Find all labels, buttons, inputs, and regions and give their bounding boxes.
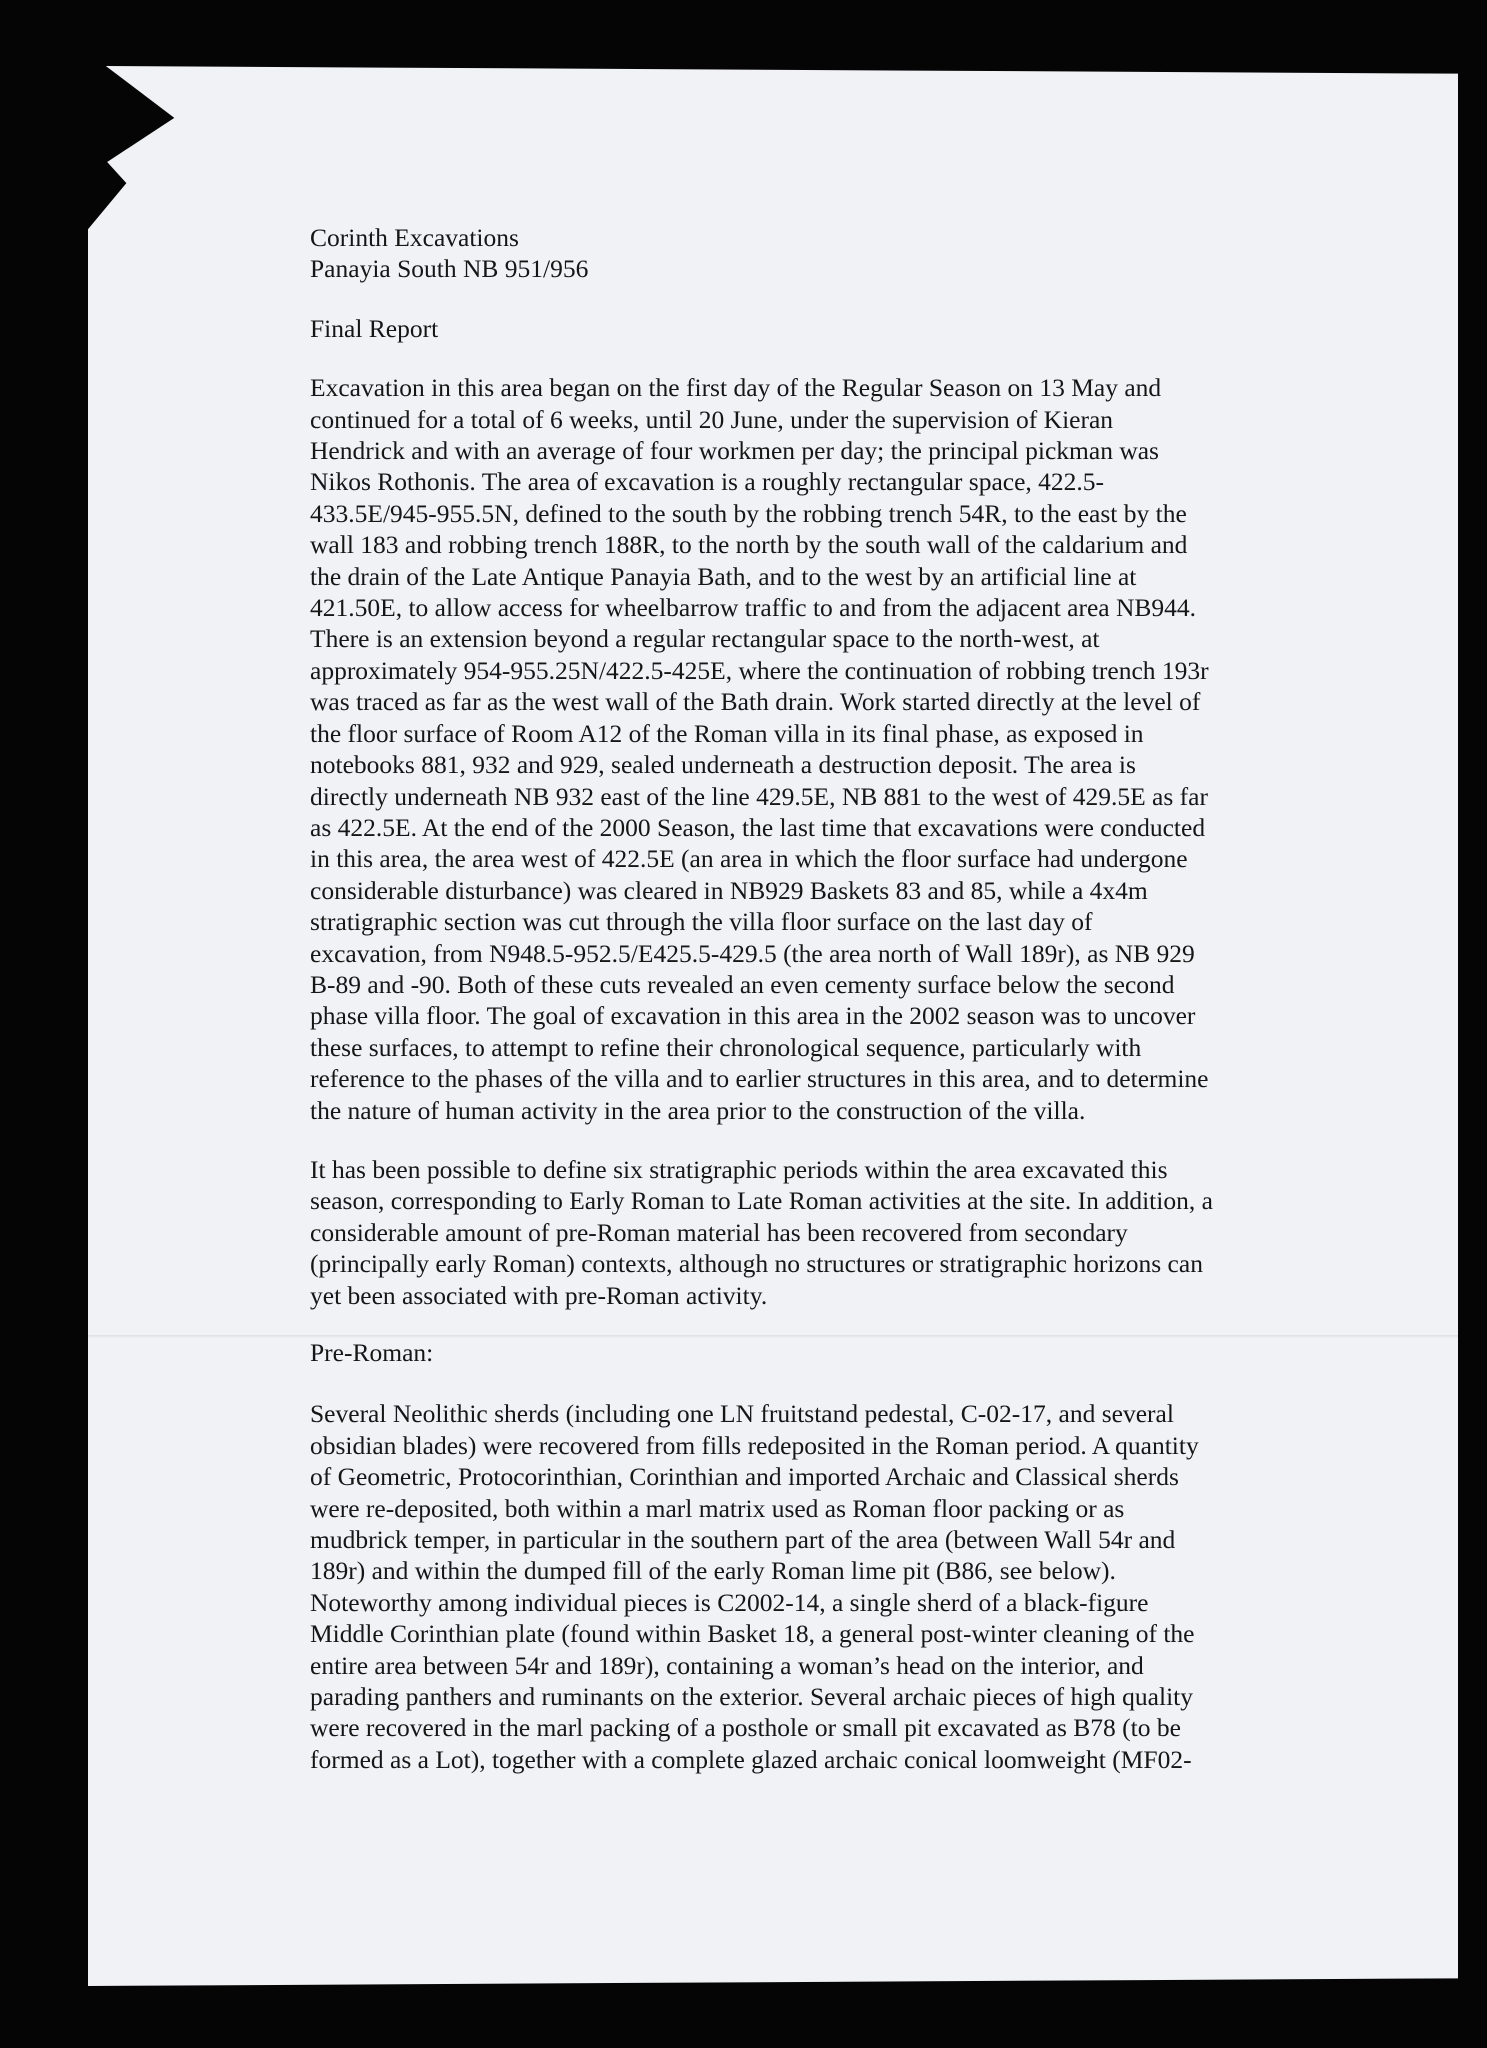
text-line: in this area, the area west of 422.5E (an area in which the floor surface had undergone [310,844,1188,874]
text-line: It has been possible to define six stratigraphic periods within the area excavated this [310,1154,1168,1184]
text-line: Hendrick and with an average of four workmen per day; the principal pickman was [310,436,1159,466]
text-line: entire area between 54r and 189r), containing a woman’s head on the interior, and [310,1650,1144,1680]
text-line: mudbrick temper, in particular in the southern part of the area (between Wall 54r and [310,1525,1176,1555]
text-line: season, corresponding to Early Roman to Late Roman activities at the site. In addition, a [310,1186,1213,1216]
text-line: yet been associated with pre-Roman activity. [310,1280,768,1310]
text-line: was traced as far as the west wall of the Bath drain. Work started directly at the level of [310,687,1201,717]
text-line: parading panthers and ruminants on the exterior. Several archaic pieces of high quality [310,1682,1193,1712]
paragraph-2 [310,1154,1310,1311]
text-line: were recovered in the marl packing of a posthole or small pit excavated as B78 (to be [310,1713,1181,1743]
section-heading: Pre-Roman: [310,1338,434,1367]
document-body [310,222,1310,1775]
text-line: reference to the phases of the villa and to earlier structures in this area, and to determine [310,1064,1209,1094]
text-line: approximately 954-955.25N/422.5-425E, where the continuation of robbing trench 193r [310,655,1209,685]
report-title: Final Report [310,313,439,343]
text-line: 433.5E/945-955.5N, defined to the south by the robbing trench 54R, to the east by the [310,498,1187,528]
text-line: 189r) and within the dumped fill of the early Roman lime pit (B86, see below). [310,1556,1116,1586]
header-org: Corinth Excavations [310,223,519,252]
text-line: notebooks 881, 932 and 929, sealed underneath a destruction deposit. The area is [310,750,1136,780]
text-line: Several Neolithic sherds (including one LN fruitstand pedestal, C-02-17, and several [310,1399,1174,1429]
text-line: the floor surface of Room A12 of the Roman villa in its final phase, as exposed in [310,718,1144,748]
text-line: as 422.5E. At the end of the 2000 Season, the last time that excavations were conducted [310,812,1206,842]
text-line: There is an extension beyond a regular rectangular space to the north-west, at [310,624,1100,654]
text-line: B-89 and -90. Both of these cuts revealed an even cementy surface below the second [310,969,1175,999]
text-line: Nikos Rothonis. The area of excavation is a roughly rectangular space, 422.5- [310,467,1105,497]
header-area: Panayia South NB 951/956 [310,254,589,284]
text-line: 421.50E, to allow access for wheelbarrow traffic to and from the adjacent area NB944. [310,593,1197,623]
text-line: directly underneath NB 932 east of the line 429.5E, NB 881 to the west of 429.5E as far [310,781,1208,811]
text-line: obsidian blades) were recovered from fills redeposited in the Roman period. A quantity [310,1430,1199,1460]
text-line: the nature of human activity in the area prior to the construction of the villa. [310,1095,1086,1125]
text-line: formed as a Lot), together with a complete glazed archaic conical loomweight (MF02- [310,1744,1192,1774]
paragraph-1 [310,372,1310,1126]
text-line: considerable amount of pre-Roman material has been recovered from secondary [310,1217,1128,1247]
text-line: continued for a total of 6 weeks, until 20 June, under the supervision of Kieran [310,404,1114,434]
text-line: (principally early Roman) contexts, although no structures or stratigraphic horizons can [310,1249,1203,1279]
text-line: wall 183 and robbing trench 188R, to the north by the south wall of the caldarium and [310,530,1188,560]
text-line: considerable disturbance) was cleared in NB929 Baskets 83 and 85, while a 4x4m [310,875,1148,905]
text-line: these surfaces, to attempt to refine their chronological sequence, particularly with [310,1032,1142,1062]
text-line: Excavation in this area began on the first day of the Regular Season on 13 May and [310,373,1162,403]
text-line: Middle Corinthian plate (found within Basket 18, a general post-winter cleaning of the [310,1619,1195,1649]
text-line: Noteworthy among individual pieces is C2002-14, a single sherd of a black-figure [310,1587,1149,1617]
section-paragraph [310,1398,1310,1775]
text-line: of Geometric, Protocorinthian, Corinthian and imported Archaic and Classical sherds [310,1462,1179,1492]
text-line: were re-deposited, both within a marl matrix used as Roman floor packing or as [310,1493,1125,1523]
text-line: phase villa floor. The goal of excavation in this area in the 2002 season was to uncover [310,1001,1196,1031]
text-line: stratigraphic section was cut through the villa floor surface on the last day of [310,907,1093,937]
text-line: the drain of the Late Antique Panayia Bath, and to the west by an artificial line at [310,561,1137,591]
text-line: excavation, from N948.5-952.5/E425.5-429.5 (the area north of Wall 189r), as NB 929 [310,938,1195,968]
